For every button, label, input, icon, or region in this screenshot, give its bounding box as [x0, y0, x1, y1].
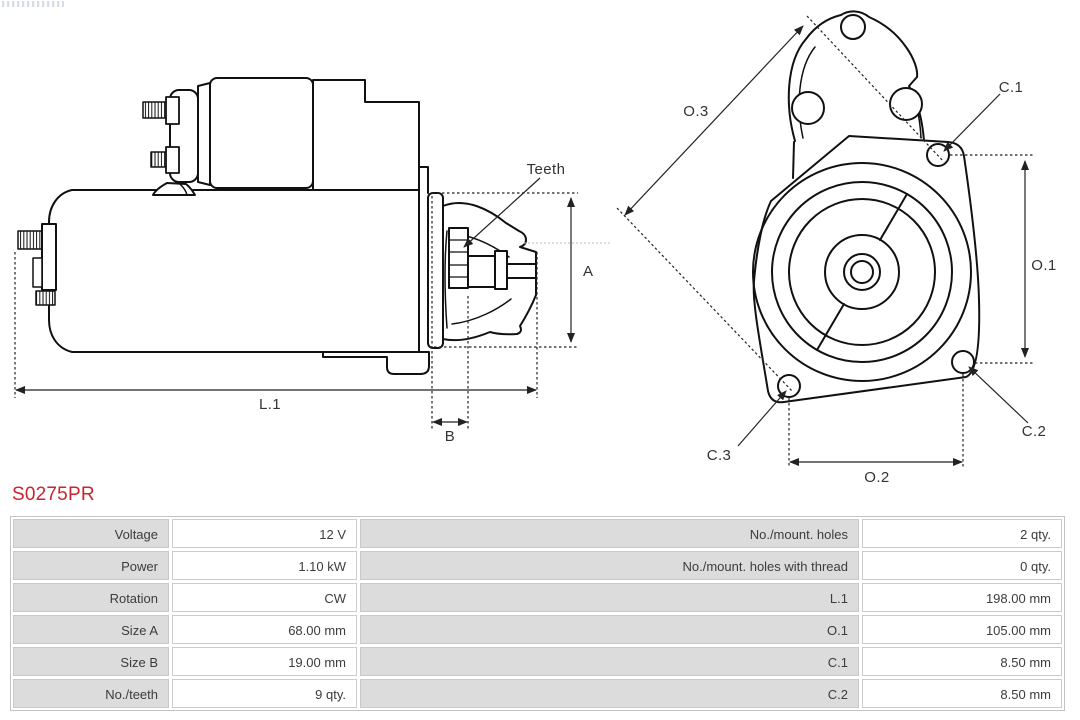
spec-label-size-a: Size A [13, 615, 169, 644]
dim-label-o3: O.3 [683, 103, 709, 120]
spec-value-size-a: 68.00 mm [172, 615, 357, 644]
body-terminal-stud-lower [36, 291, 55, 305]
spec-value-mount-holes-thread: 0 qty. [862, 551, 1062, 580]
terminal-stud-top [143, 102, 168, 118]
spec-value-l1: 198.00 mm [862, 583, 1062, 612]
dim-label-o1: O.1 [1031, 257, 1057, 274]
spec-label-l1: L.1 [360, 583, 859, 612]
terminal-nut-top [166, 97, 179, 124]
spec-value-c2: 8.50 mm [862, 679, 1062, 708]
side-motor-body [49, 190, 419, 352]
starter-front-view [753, 11, 979, 402]
spec-value-size-b: 19.00 mm [172, 647, 357, 676]
side-bracket-step [419, 167, 428, 193]
spec-label-power: Power [13, 551, 169, 580]
spec-label-mount-holes: No./mount. holes [360, 519, 859, 548]
bracket-top-hole [841, 15, 865, 39]
bracket-ear-hole-left [792, 92, 824, 124]
mount-hole-c3 [778, 375, 800, 397]
terminal-nut-lower [166, 147, 179, 173]
mounting-flange-face [428, 193, 443, 348]
shaft-block [495, 251, 507, 289]
dim-label-c2: C.2 [1021, 423, 1047, 440]
dim-label-c1: C.1 [998, 79, 1024, 96]
dim-label-c3: C.3 [706, 447, 732, 464]
spec-value-teeth: 9 qty. [172, 679, 357, 708]
body-terminal-mid [33, 258, 42, 287]
dim-label-teeth: Teeth [526, 161, 566, 178]
solenoid-foot [153, 183, 195, 195]
mount-hole-c2 [952, 351, 974, 373]
shaft-center-hole [851, 261, 873, 283]
pinion-gear [449, 228, 468, 288]
dim-label-l1: L.1 [258, 396, 282, 413]
shaft [507, 264, 536, 278]
part-code: S0275PR [12, 484, 95, 505]
spec-table [10, 516, 1065, 711]
side-rear-bracket [313, 80, 419, 190]
spec-label-c1: C.1 [360, 647, 859, 676]
dim-label-a: A [583, 263, 594, 280]
dim-label-b: B [444, 428, 456, 445]
body-terminal-stud [18, 231, 43, 249]
spec-value-c1: 8.50 mm [862, 647, 1062, 676]
starter-side-view [18, 78, 536, 374]
c2-leader-line [969, 367, 1028, 423]
spec-label-mount-holes-thread: No./mount. holes with thread [360, 551, 859, 580]
body-terminal-block [42, 224, 56, 290]
spec-label-teeth: No./teeth [13, 679, 169, 708]
solenoid-cylinder [210, 78, 313, 188]
dim-o3-arrow [625, 26, 803, 215]
spec-label-o1: O.1 [360, 615, 859, 644]
side-foot [323, 352, 429, 374]
spec-value-voltage: 12 V [172, 519, 357, 548]
spec-value-o1: 105.00 mm [862, 615, 1062, 644]
spec-label-rotation: Rotation [13, 583, 169, 612]
pinion-collar [468, 256, 495, 287]
spec-value-rotation: CW [172, 583, 357, 612]
c3-leader-line [738, 391, 786, 446]
spec-label-c2: C.2 [360, 679, 859, 708]
dim-label-o2: O.2 [864, 469, 890, 486]
front-bracket-drop-line [793, 142, 794, 178]
bracket-ear-hole-right [890, 88, 922, 120]
spec-value-mount-holes: 2 qty. [862, 519, 1062, 548]
spec-value-power: 1.10 kW [172, 551, 357, 580]
spec-label-size-b: Size B [13, 647, 169, 676]
spec-label-voltage: Voltage [13, 519, 169, 548]
c1-leader-line [944, 94, 1000, 151]
solenoid-band [198, 83, 210, 185]
